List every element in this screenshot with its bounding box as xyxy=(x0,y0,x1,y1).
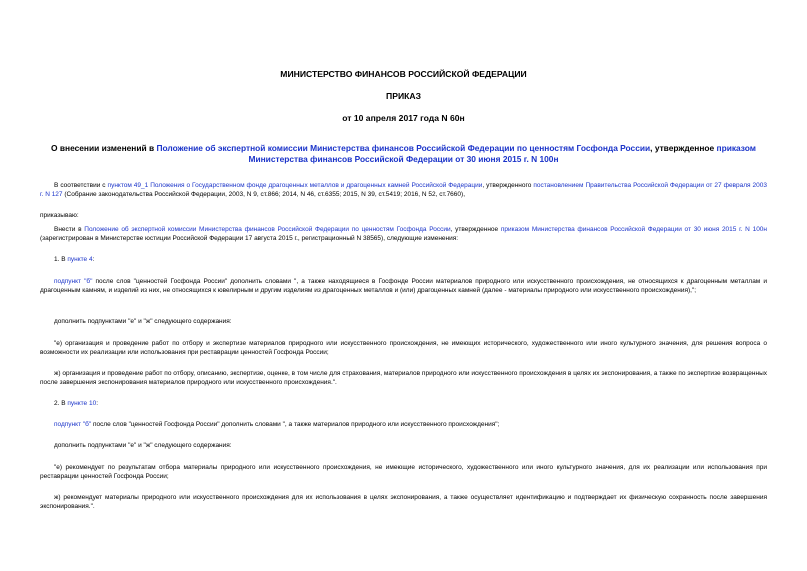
item-2-subpoint-zh: ж) рекомендует материалы природного или искусственного происхождения для их использования в целях экспонирования, а также осуществляет идентификацию и подтверждает их физическую сохранность после завершения экспонирования.". xyxy=(40,494,767,510)
preamble-link-resolution[interactable]: постановлением Правительства Российской Федерации от 27 февраля 2003 г. N 127 xyxy=(40,182,767,198)
item-2-subpoint-e: "е) рекомендует по результатам отбора материалы природного или искусственного происхождения, не имеющие исторического, художественного или иного культурного значения, для их реализации или использования при реставрации ценностей Госфонда России; xyxy=(40,464,767,480)
preamble-paragraph xyxy=(40,182,767,200)
item-2-subpoint-b xyxy=(40,421,767,430)
item-1-subpoint-b-text: после слов "ценностей Госфонда России" дополнить словами ", а также находящиеся в Госфонде России материалов природного или искусственного происхождения, не относящихся к драгоценным металлам и драгоценным камням, и изделий из них, не относящихся к ювелирным и другим изделиям из драгоценных металлов и (или) драгоценных камней (далее - материалы природного или искусственного происхождения),"; xyxy=(40,278,767,294)
preamble-text: В соответствии с xyxy=(54,182,108,189)
date-number-heading: от 10 апреля 2017 года N 60н xyxy=(342,113,465,123)
item-1-link-point-4[interactable]: пункте 4 xyxy=(67,256,93,263)
doc-type-heading: ПРИКАЗ xyxy=(386,91,421,101)
amendment-text: (зарегистрирован в Министерстве юстиции Российской Федерации 17 августа 2015 г., регистрационный N 38565), следующие изменения: xyxy=(40,234,459,242)
amendment-link-order[interactable]: приказом Министерства финансов Российской Федерации от 30 июня 2015 г. N 100н xyxy=(500,226,768,233)
title-text: О внесении изменений в xyxy=(51,143,157,153)
item-1-heading xyxy=(40,256,767,265)
item-2-heading xyxy=(40,400,767,409)
item-1-subpoint-zh: ж) организация и проведение работ по отбору, описанию, экспертизе, оценке, в том числе для страхования, материалов природного или искусственного происхождения в целях их экспонирования, а также по экспертизе возвращенных после завершения экспонирования материалов природного или искусственного происхождения.". xyxy=(40,370,767,386)
item-1-text: 1. В xyxy=(54,256,68,263)
item-2-text: : xyxy=(96,400,99,407)
item-1-add-subpoints: дополнить подпунктами "е" и "ж" следующего содержания: xyxy=(54,318,232,325)
preamble-link-point[interactable]: пунктом 49_1 Положения о Государственном фонде драгоценных металлов и драгоценных камней Российской Федерации xyxy=(107,182,483,189)
item-1-link-subpoint-b[interactable]: подпункт "б" xyxy=(54,278,93,285)
item-2-text: 2. В xyxy=(54,400,68,407)
order-word: приказываю: xyxy=(40,212,79,219)
document-title xyxy=(40,143,767,165)
title-link-order[interactable]: приказом Министерства финансов Российской Федерации от 30 июня 2015 г. N 100н xyxy=(248,143,756,164)
amendment-intro-paragraph xyxy=(40,226,767,244)
preamble-text: , утвержденного xyxy=(482,182,534,189)
item-1-subpoint-e: "е) организация и проведение работ по отбору и экспертизе материалов природного или искусственного происхождения, не имеющих исторического, художественного или иного культурного значения, для решения вопроса о возможности их реализации или использования при реставрации ценностей Госфонда России; xyxy=(40,340,767,356)
amendment-link-regulation[interactable]: Положение об экспертной комиссии Министерства финансов Российской Федерации по ценностям Госфонда России xyxy=(84,226,451,233)
ministry-heading: МИНИСТЕРСТВО ФИНАНСОВ РОССИЙСКОЙ ФЕДЕРАЦИИ xyxy=(280,69,527,79)
item-1-subpoint-b xyxy=(40,278,767,296)
item-1-text: : xyxy=(92,256,95,263)
title-link-regulation[interactable]: Положение об экспертной комиссии Министерства финансов Российской Федерации по ценностям Госфонда России xyxy=(156,143,651,153)
item-2-subpoint-b-text: после слов "ценностей Госфонда России" дополнить словами ", а также материалов природного или искусственного происхождения"; xyxy=(91,421,500,428)
amendment-text: Внести в xyxy=(54,226,85,233)
amendment-text: , утвержденное xyxy=(450,226,501,233)
title-text: , утвержденное xyxy=(650,143,717,153)
preamble-text: (Собрание законодательства Российской Федерации, 2003, N 9, ст.866; 2014, N 46, ст.6355; 2015, N 39, ст.5419; 2016, N 52, ст.7660), xyxy=(62,190,465,198)
item-2-link-subpoint-b[interactable]: подпункт "б" xyxy=(54,421,92,428)
item-2-add-subpoints: дополнить подпунктами "е" и "ж" следующего содержания: xyxy=(54,442,232,449)
item-2-link-point-10[interactable]: пункте 10 xyxy=(67,400,97,407)
